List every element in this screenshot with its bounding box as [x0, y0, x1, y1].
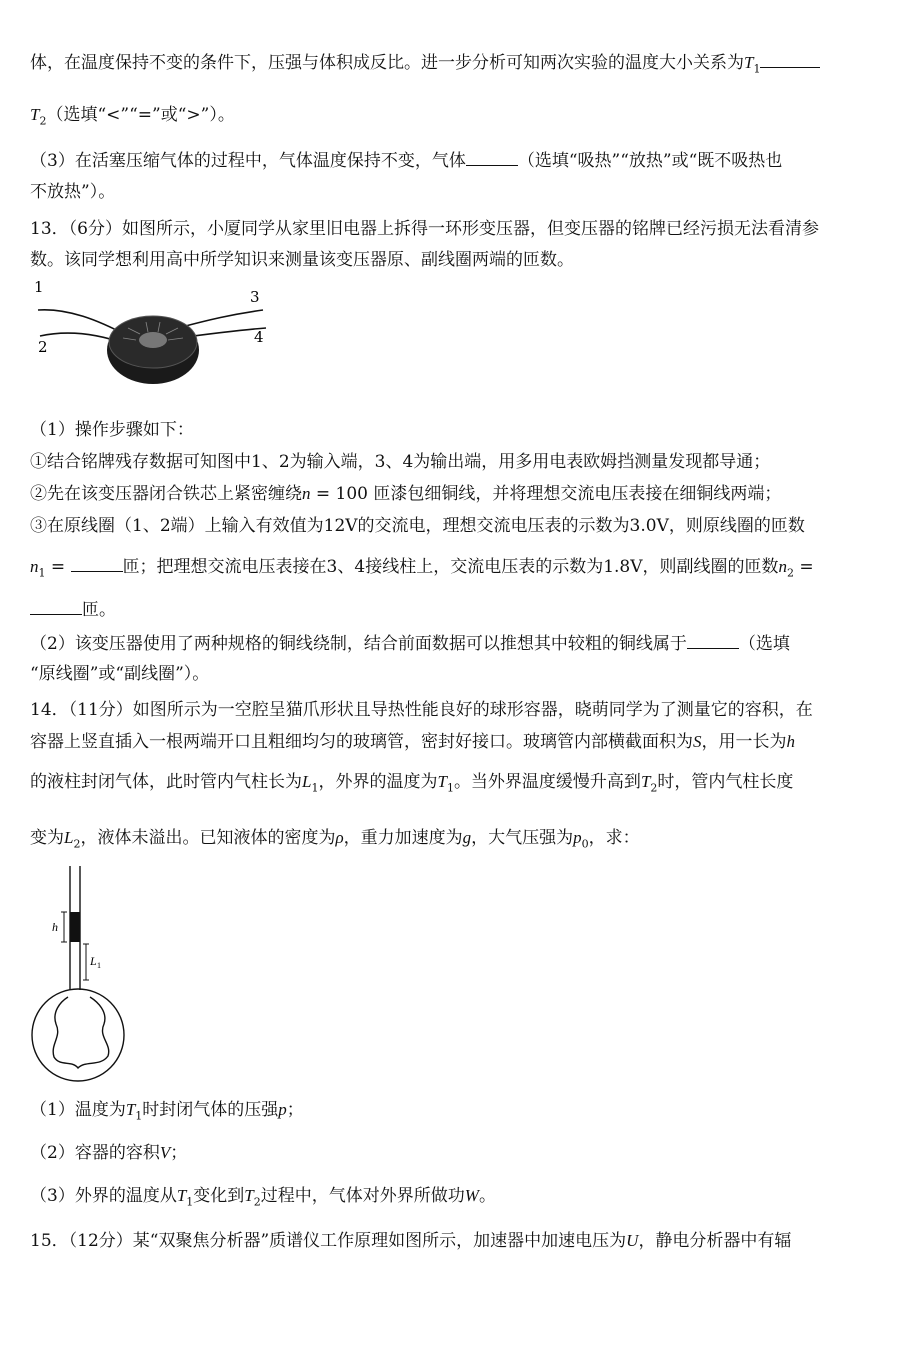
- text: ，用一长为: [701, 732, 787, 752]
- text: ，重力加速度为: [343, 828, 463, 848]
- sub: 0: [581, 837, 589, 851]
- text: （2）容器的容积: [30, 1143, 160, 1163]
- text-line: [30, 1143, 870, 1163]
- text: ①结合铭牌残存数据可知图中1、2为输入端，3、4为输出端，用多用电表欧姆挡测量发现都导通；: [30, 452, 771, 472]
- terminal-3-label: 3: [250, 288, 260, 306]
- text: ，求：: [588, 828, 640, 848]
- text: （选填“<”“=”或“>”）。: [46, 105, 235, 125]
- text: 匝漆包细铜线，并将理想交流电压表接在细铜线两端；: [373, 484, 782, 504]
- text: 14．（11分）如图所示为一空腔呈猫爪形状且导热性能良好的球形容器，晓萌同学为了测量它的容积，在: [30, 700, 813, 720]
- text: 匝。: [82, 600, 116, 620]
- text: =: [794, 557, 814, 577]
- text-line: [30, 182, 870, 202]
- sub: 1: [135, 1109, 143, 1123]
- text: “原线圈”或“副线圈”）。: [30, 664, 210, 684]
- sub: 1: [446, 781, 454, 795]
- text-line: [30, 516, 870, 536]
- sub: 2: [253, 1195, 261, 1209]
- sub: 1: [38, 566, 46, 580]
- text: 体，在温度保持不变的条件下，压强与体积成反比。进一步分析可知两次实验的温度大小关系为: [30, 53, 744, 73]
- sub: 2: [73, 837, 81, 851]
- text: ②先在该变压器闭合铁芯上紧密缠绕: [30, 484, 302, 504]
- text-line: [30, 1186, 870, 1212]
- text: （2）该变压器使用了两种规格的铜线绕制，结合前面数据可以推想其中较粗的铜线属于: [30, 634, 687, 654]
- var: h: [786, 732, 795, 751]
- container-figure: [28, 862, 148, 1082]
- text-line: [30, 828, 870, 854]
- question-13: [30, 219, 870, 239]
- sub: 2: [650, 781, 658, 795]
- answer-blank[interactable]: [687, 634, 739, 649]
- var: T: [244, 1186, 254, 1205]
- sub: 2: [787, 566, 795, 580]
- sub: 1: [186, 1195, 194, 1209]
- text: 不放热”）。: [30, 182, 116, 202]
- question-14: [30, 700, 870, 720]
- text-line: [30, 484, 870, 504]
- text: 15．（12分）某“双聚焦分析器”质谱仪工作原理如图所示，加速器中加速电压为: [30, 1231, 627, 1251]
- text: 13．（6分）如图所示，小厦同学从家里旧电器上拆得一环形变压器，但变压器的铭牌已经污损无法看清参: [30, 219, 819, 239]
- var: L: [64, 828, 74, 847]
- answer-blank[interactable]: [30, 600, 82, 615]
- text-line: [30, 732, 870, 752]
- var: S: [693, 732, 702, 751]
- text: （3）外界的温度从: [30, 1186, 177, 1206]
- var: T: [744, 53, 754, 72]
- text: ，液体未溢出。已知液体的密度为: [80, 828, 336, 848]
- sub: 2: [39, 114, 47, 128]
- answer-blank[interactable]: [760, 53, 820, 68]
- terminal-2-label: 2: [38, 338, 48, 356]
- text: ，外界的温度为: [318, 772, 438, 792]
- transformer-figure: [28, 278, 273, 398]
- text-line: [30, 250, 870, 270]
- label-L-sub: 1: [97, 961, 101, 970]
- text: （3）在活塞压缩气体的过程中，气体温度保持不变，气体: [30, 151, 466, 171]
- answer-blank[interactable]: [71, 557, 123, 572]
- text: 。: [478, 1186, 496, 1206]
- text: （选填“吸热”“放热”或“既不吸热也: [517, 151, 783, 171]
- text-line: [30, 600, 870, 620]
- var: ρ: [335, 828, 344, 847]
- text: （1）操作步骤如下：: [30, 420, 194, 440]
- label-L: L: [90, 954, 97, 968]
- text-line: [30, 105, 870, 131]
- text: 的液柱封闭气体，此时管内气柱长为: [30, 772, 302, 792]
- text: ；: [170, 1143, 188, 1163]
- terminal-1-label: 1: [34, 278, 44, 296]
- text: 变为: [30, 828, 64, 848]
- var: g: [462, 828, 472, 847]
- sub: 1: [753, 62, 761, 76]
- text: ；: [286, 1100, 304, 1120]
- text: 数。该同学想利用高中所学知识来测量该变压器原、副线圈两端的匝数。: [30, 250, 574, 270]
- text-line: [30, 557, 870, 583]
- text: 匝；把理想交流电压表接在3、4接线柱上，交流电压表的示数为1.8V，则副线圈的匝数: [122, 557, 779, 577]
- label-h: h: [52, 920, 58, 934]
- terminal-4-label: 4: [254, 328, 264, 346]
- text: 变化到: [193, 1186, 245, 1206]
- text: ，大气压强为: [471, 828, 574, 848]
- text: 过程中，气体对外界所做功: [260, 1186, 465, 1206]
- text-line: [30, 664, 870, 684]
- text: 。当外界温度缓慢升高到: [453, 772, 641, 792]
- text-line: [30, 634, 870, 654]
- text-line: [30, 452, 870, 472]
- text-line: [30, 53, 870, 79]
- text-line: [30, 151, 870, 171]
- text-line: [30, 1100, 870, 1126]
- var: T: [437, 772, 447, 791]
- var: n: [302, 484, 311, 503]
- answer-blank[interactable]: [466, 151, 518, 166]
- text: = 100: [310, 484, 374, 504]
- var: n: [778, 557, 788, 576]
- text-line: [30, 420, 870, 440]
- var: U: [626, 1231, 639, 1250]
- text: 容器上竖直插入一根两端开口且粗细均匀的玻璃管，密封好接口。玻璃管内部横截面积为: [30, 732, 693, 752]
- var: T: [30, 105, 40, 124]
- var: p: [278, 1100, 287, 1119]
- question-15: [30, 1231, 870, 1251]
- var: p: [573, 828, 582, 847]
- var: V: [159, 1143, 171, 1162]
- var: W: [464, 1186, 479, 1205]
- text: ，静电分析器中有辐: [638, 1231, 792, 1251]
- var: T: [125, 1100, 136, 1119]
- var: L: [302, 772, 312, 791]
- text: （1）温度为: [30, 1100, 126, 1120]
- text: （选填: [738, 634, 790, 654]
- text: =: [45, 557, 71, 577]
- sub: 1: [311, 781, 319, 795]
- var: T: [176, 1186, 187, 1205]
- var: T: [640, 772, 651, 791]
- text: ③在原线圈（1、2端）上输入有效值为12V的交流电，理想交流电压表的示数为3.0V，则原线圈的匝数: [30, 516, 805, 536]
- text-line: [30, 772, 870, 798]
- var: n: [30, 557, 39, 576]
- text: 时封闭气体的压强: [142, 1100, 279, 1120]
- text: 时，管内气柱长度: [657, 772, 794, 792]
